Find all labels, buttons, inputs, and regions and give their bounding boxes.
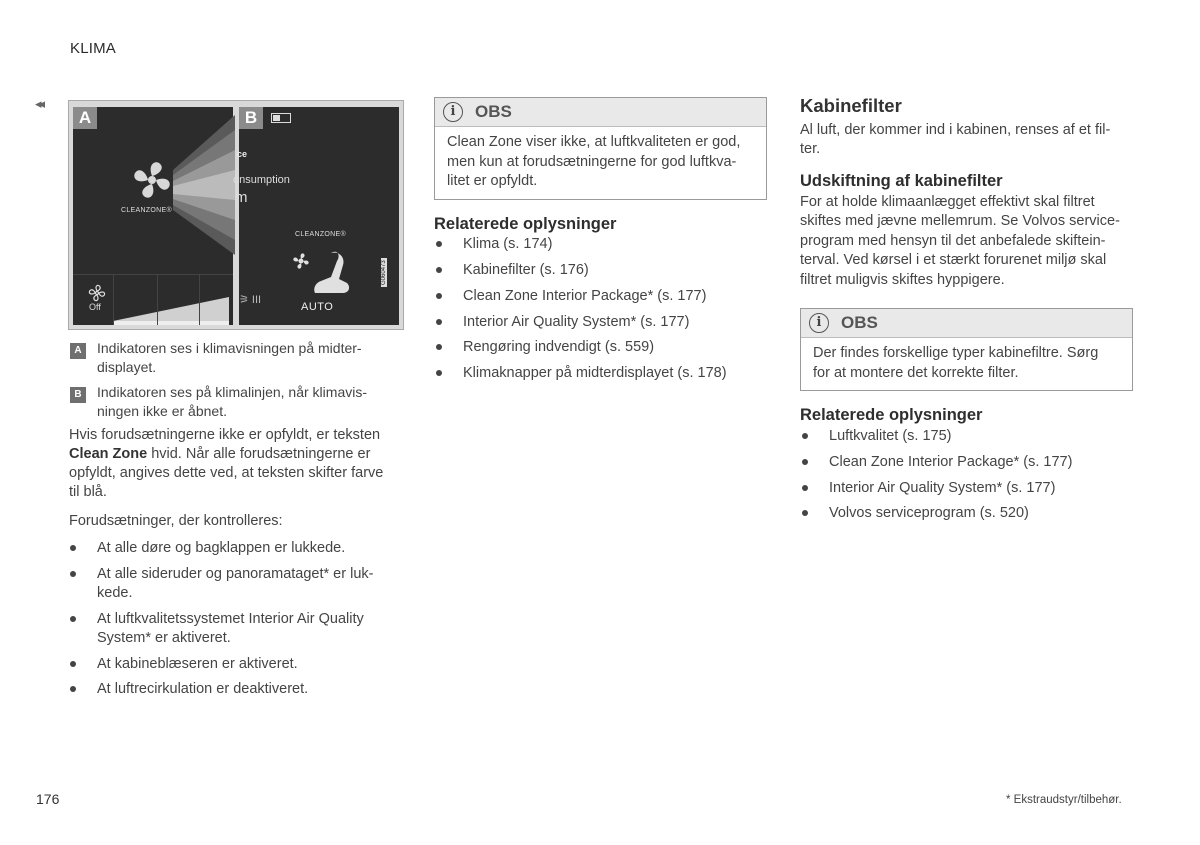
para-1-line-1: Hvis forudsætningerne ikke er opfyldt, er teksten [69,427,381,443]
fan-icon [129,157,175,203]
intro-line-2: ter. [800,141,821,157]
para-1-line-4: til blå. [69,484,107,500]
related-info-heading-2: Relaterede oplysninger [800,406,983,424]
fan-control-strip [73,274,233,325]
obs-label: OBS [475,102,512,121]
footnote: * Ekstraudstyr/tilbehør. [1006,794,1122,806]
obs-label: OBS [841,313,878,332]
auto-label: AUTO [301,301,334,313]
condition-item-2-line-1: At alle sideruder og panoramataget* er luk- [97,566,374,582]
panel-b-text-consumption: onsumption [233,174,290,186]
seat-airflow-icon [291,247,361,297]
related-link-iaqs-2[interactable]: Interior Air Quality System* (s. 177) [829,480,1056,496]
obs-text [801,338,1132,391]
panel-a-tag: A [73,107,97,129]
image-code: G060473 [381,260,387,285]
intro-line-1: Al luft, der kommer ind i kabinen, renses af et fil- [800,122,1111,138]
obs-line: for at montere det korrekte filter. [813,364,1019,381]
bullet-dot [436,344,442,350]
replacement-heading: Udskiftning af kabinefilter [800,172,1003,190]
page-number: 176 [36,791,60,807]
bullet-dot [436,267,442,273]
bullet-dot [436,241,442,247]
obs-line: Clean Zone viser ikke, at luftkvaliteten er god, [447,134,741,150]
strip-divider [157,275,158,325]
replacement-line-2: skiftes med jævne mellemrum. Se Volvos service- [800,213,1120,229]
obs-note-cleanzone [434,97,767,200]
bullet-dot [436,293,442,299]
bullet-dot [436,370,442,376]
bullet-dot [436,319,442,325]
info-icon: i [809,313,829,333]
condition-item-1: At alle døre og bagklappen er lukkede. [97,540,346,556]
panel-b-text-ce: ce [237,149,248,159]
condition-item-2-line-2: kede. [97,585,133,601]
bullet-dot [70,616,76,622]
obs-line: men kun at forudsætningerne for god luftkva- [447,153,737,170]
related-link-rengoring[interactable]: Rengøring indvendigt (s. 559) [463,339,655,355]
rear-defrost-icon: ⚞ III [239,294,262,306]
bullet-dot [802,485,808,491]
bullet-dot [802,510,808,516]
panel-b-text-m: m [235,189,248,206]
related-link-kabinefilter[interactable]: Kabinefilter (s. 176) [463,262,589,278]
fan-off-label: Off [89,302,101,312]
related-info-heading: Relaterede oplysninger [434,215,617,233]
related-link-klimaknapper[interactable]: Klimaknapper på midterdisplayet (s. 178) [463,365,727,381]
obs-line: litet er opfyldt. [447,173,538,189]
obs-note-filters [800,308,1133,391]
related-link-clean-zone[interactable]: Clean Zone Interior Package* (s. 177) [463,288,707,304]
cleanzone-indicator-b: CLEANZONE® [295,231,346,238]
bullet-dot [70,571,76,577]
kabinefilter-title: Kabinefilter [800,95,902,116]
related-link-serviceprogram[interactable]: Volvos serviceprogram (s. 520) [829,505,1029,521]
battery-icon [271,113,291,123]
replacement-line-5: filtret muligvis skiftes hyppigere. [800,272,1005,288]
replacement-line-1: For at holde klimaanlægget effektivt skal filtret [800,194,1095,210]
fan-small-icon [87,283,107,303]
para-1-line-2-text: hvid. Når alle forudsætningerne er [151,446,371,462]
para-1-line-2 [69,445,370,465]
condition-item-3-line-2: System* er aktiveret. [97,630,231,646]
caption-a-badge: A [70,343,86,359]
obs-line: Der findes forskellige typer kabinefiltre. Sørg [813,345,1099,361]
bullet-dot [802,459,808,465]
panel-b-tag: B [239,107,263,129]
strip-divider [199,275,200,325]
obs-header [801,309,1132,338]
fan-level-ramp [113,275,233,325]
related-link-klima[interactable]: Klima (s. 174) [463,236,553,252]
caption-b-line-2: ningen ikke er åbnet. [97,403,227,419]
obs-header [435,98,766,127]
strip-divider [113,275,114,325]
info-icon: i [443,102,463,122]
bullet-dot [70,661,76,667]
related-link-luftkvalitet[interactable]: Luftkvalitet (s. 175) [829,428,952,444]
condition-item-3-line-1: At luftkvalitetssystemet Interior Air Quality [97,611,364,627]
related-link-clean-zone-2[interactable]: Clean Zone Interior Package* (s. 177) [829,454,1073,470]
caption-a-line-2: displayet. [97,359,157,375]
airflow-rays-graphic [173,115,235,255]
para-2: Forudsætninger, der kontrolleres: [69,513,283,529]
back-arrows-icon[interactable]: ◂◂ [35,96,43,111]
obs-text [435,127,766,200]
replacement-line-3: program med hensyn til det anbefalede skiftein- [800,233,1106,249]
climate-display-figure [68,100,404,330]
panel-a-center-display [71,105,235,327]
clean-zone-bold: Clean Zone [69,446,148,462]
bullet-dot [802,433,808,439]
bullet-dot [70,686,76,692]
panel-b-climate-bar [233,105,401,327]
bullet-dot [70,545,76,551]
para-1-line-3: opfyldt, angives dette ved, at teksten skifter farve [69,465,384,481]
cleanzone-indicator-a: CLEANZONE® [121,207,172,214]
section-header: KLIMA [70,40,117,57]
caption-b-line-1: Indikatoren ses på klimalinjen, når klimavis- [97,384,367,400]
caption-a-line-1: Indikatoren ses i klimavisningen på midter- [97,340,362,356]
related-link-iaqs[interactable]: Interior Air Quality System* (s. 177) [463,314,690,330]
condition-item-4: At kabineblæseren er aktiveret. [97,656,298,672]
condition-item-5: At luftrecirkulation er deaktiveret. [97,681,309,697]
replacement-line-4: terval. Ved kørsel i et stærkt forurenet miljø skal [800,252,1107,268]
caption-b-badge: B [70,387,86,403]
